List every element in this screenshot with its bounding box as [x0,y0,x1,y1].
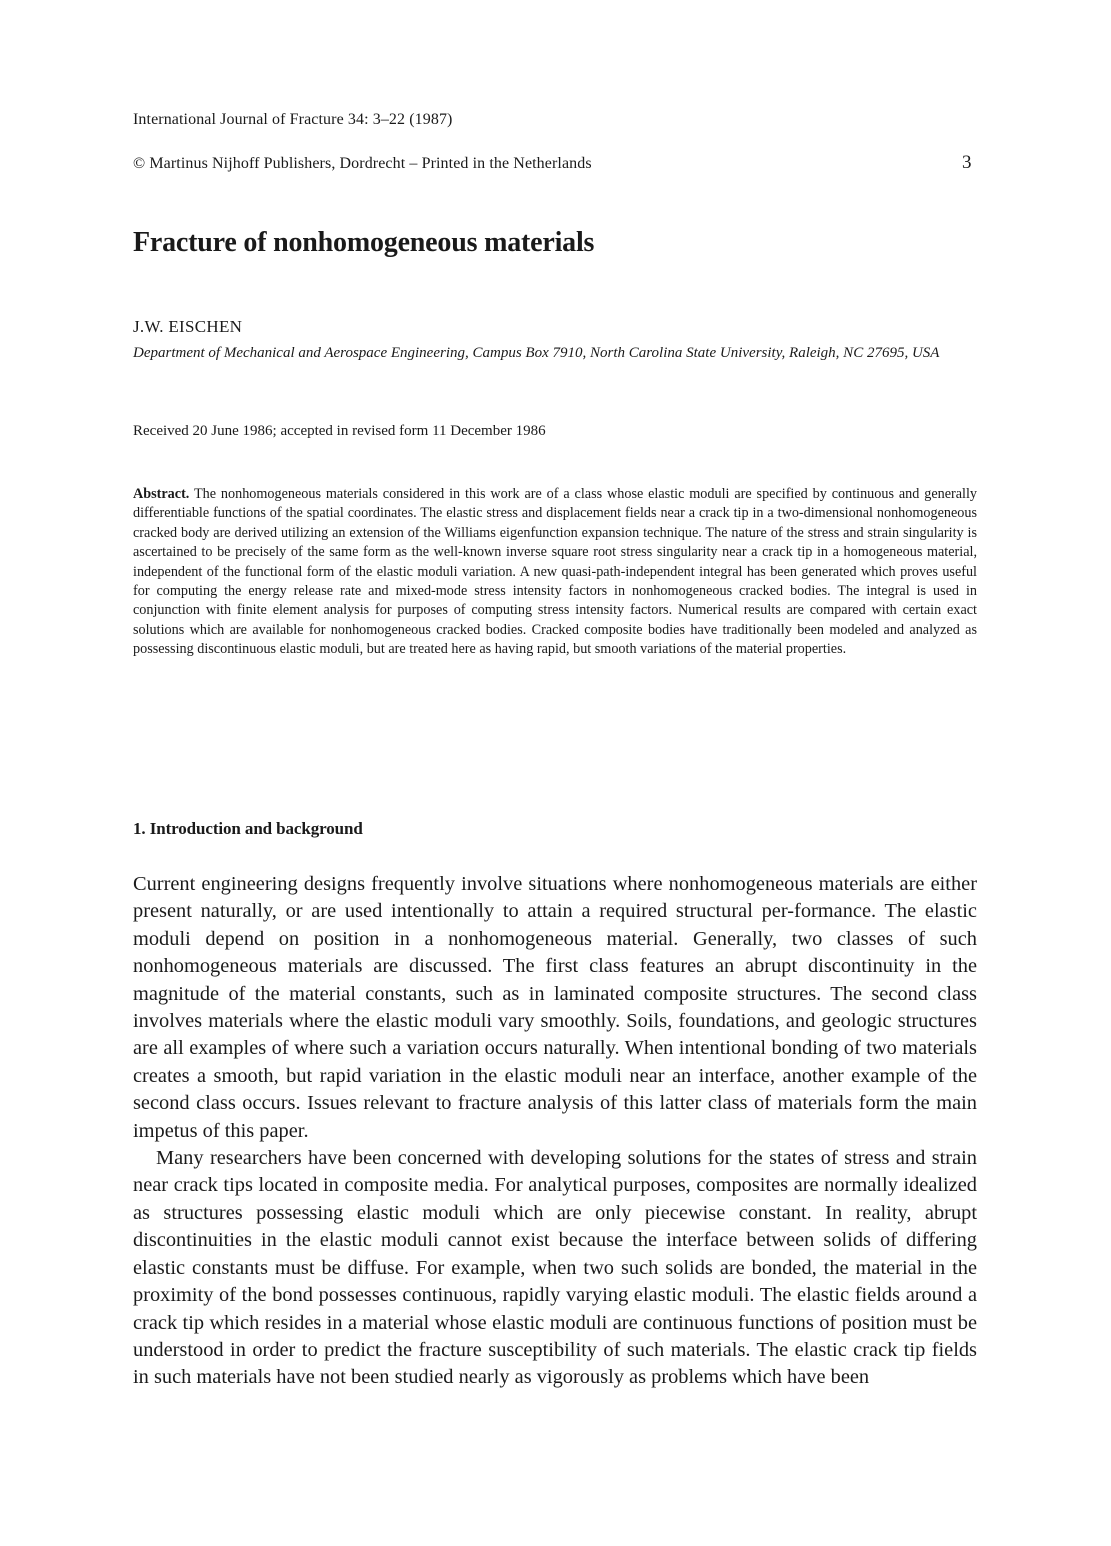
author-affiliation: Department of Mechanical and Aerospace Engineering, Campus Box 7910, North Carolina State University, Raleigh, NC 27695, USA [133,345,940,361]
abstract-text: The nonhomogeneous materials considered in this work are of a class whose elastic moduli are specified by continuous and generally differentiable functions of the spatial coordinates. The elastic stress and displacement fields near a crack tip in a two-dimensional nonhomogeneous cracked body are derived utilizing an extension of the Williams eigenfunction expansion technique. The nature of the stress and strain singularity is ascertained to be precisely of the same form as the well-known inverse square root stress singularity near a crack tip in a homogeneous material, independent of the functional form of the elastic moduli variation. A new quasi-path-independent integral has been generated which proves useful for computing the energy release rate and mixed-mode stress intensity factors in nonhomogeneous cracked bodies. The integral is used in conjunction with finite element analysis for purposes of computing stress intensity factors. Numerical results are compared with certain exact solutions which are available for nonhomogeneous cracked bodies. Cracked composite bodies have traditionally been modeled and analyzed as possessing discontinuous elastic moduli, but are treated here as having rapid, but smooth variations of the material properties. [133,486,978,658]
section-body [133,871,977,1392]
body-paragraph: Many researchers have been concerned with developing solutions for the states of stress and strain near crack tips located in composite media. For analytical purposes, composites are normally idealized as structures possessing elastic moduli which are only piecewise constant. In reality, abrupt discontinuities in the elastic moduli cannot exist because the interface between solids of differing elastic constants must be diffuse. For example, when two such solids are bonded, the material in the proximity of the bond possesses continuous, rapidly varying elastic moduli. The elastic fields around a crack tip which resides in a material whose elastic moduli are continuous functions of position must be understood in order to predict the fracture susceptibility of such materials. The elastic crack tip fields in such materials have not been studied nearly as vigorously as problems which have been [133,1147,977,1389]
page-number: 3 [962,152,972,173]
abstract [133,485,977,660]
publisher-line: © Martinus Nijhoff Publishers, Dordrecht – Printed in the Netherlands [133,155,592,172]
abstract-label: Abstract. [133,486,190,502]
journal-citation: International Journal of Fracture 34: 3–22 (1987) [133,111,453,128]
body-paragraph: Current engineering designs frequently involve situations where nonhomogeneous materials are either present naturally, or are used intentionally to attain a required structural per-formance. The elastic moduli depend on position in a nonhomogeneous material. Generally, two classes of such nonhomogeneous materials are discussed. The first class features an abrupt discontinuity in the magnitude of the material constants, such as in laminated composite structures. The second class involves materials where the elastic moduli vary smoothly. Soils, foundations, and geologic structures are all examples of where such a variation occurs naturally. When intentional bonding of two materials creates a smooth, but rapid variation in the elastic moduli near an interface, another example of the second class occurs. Issues relevant to fracture analysis of this latter class of materials form the main impetus of this paper. [133,873,977,1142]
received-dates: Received 20 June 1986; accepted in revised form 11 December 1986 [133,423,546,439]
paper-title: Fracture of nonhomogeneous materials [133,227,595,258]
section-heading: 1. Introduction and background [133,819,363,838]
author-name: J.W. EISCHEN [133,317,243,336]
